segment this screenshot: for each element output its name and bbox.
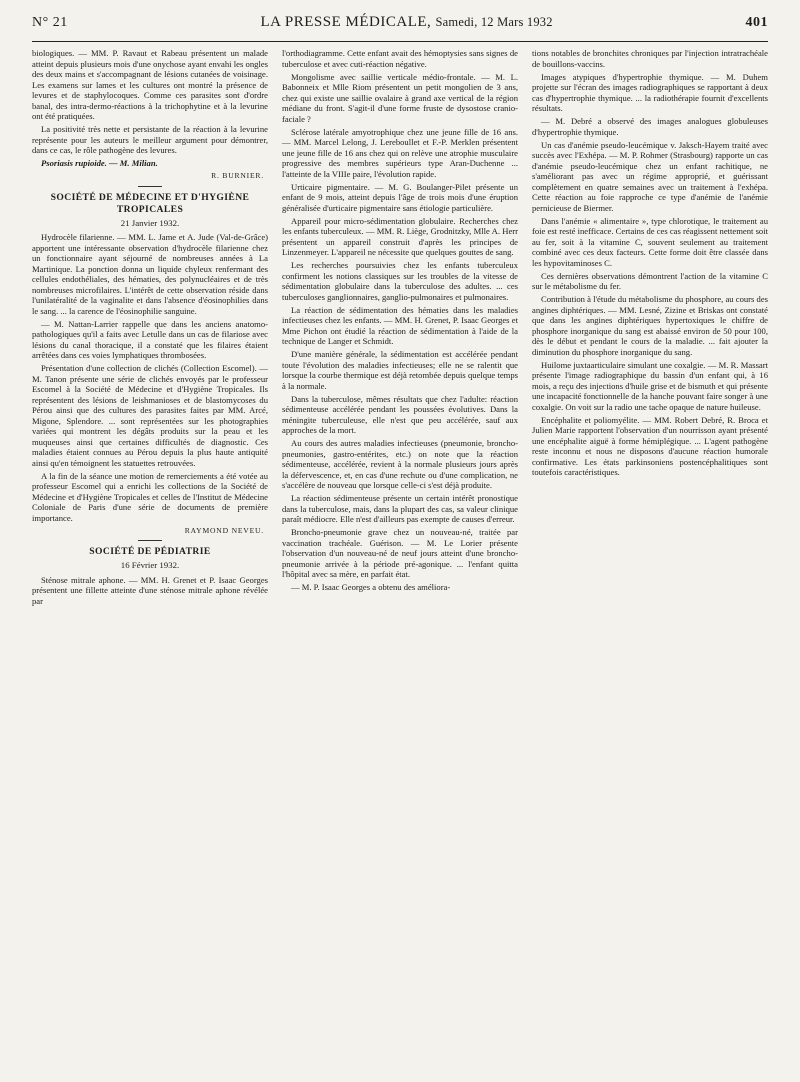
paragraph: La positivité très nette et persistante de la réaction à la levurine représente pour les auteurs le meilleur argument pour démontrer, dans ce cas, le rôle pathogène des levures.: [32, 124, 268, 155]
paragraph: Images atypiques d'hypertrophie thymique. — M. Duhem projette sur l'écran des images radiographiques se rapportant à deux cas d'hypertrophie thymique. ... la radiothérapie fournit d'excellents résultats.: [532, 71, 768, 113]
issue-date: Samedi, 12 Mars 1932: [435, 15, 553, 29]
paragraph: Contribution à l'étude du métabolisme du phosphore, au cours des angines diphtériques. — MM. Lesné, Zizine et Briskas ont constaté que dans les angines diphtériques hypertoxiques le chiffre de phosphore inorganique du sang est abaissé environ de 50 pour 100, dès le début et pendant le cours de la maladie. ... fait ajouter la diminution du phosphore inorganique du sang.: [532, 294, 768, 357]
paragraph: Huilome juxtaarticulaire simulant une coxalgie. — M. R. Massart présente l'image radiographique du bassin d'un enfant qui, à 16 mois, a reçu des injections d'huile grise et de bismuth et qui présente une incapacité fonctionnelle de la hanche pouvant faire songer à une coxalgie. On voit sur la radio une tache opaque de nature huileuse.: [532, 359, 768, 412]
section-date: 21 Janvier 1932.: [120, 217, 180, 228]
paragraph: D'une manière générale, la sédimentation est accélérée pendant toute l'évolution des maladies infectieuses; elle ne se ralentit que lorsque la courbe thermique est déjà retombée depuis quelque temps à la normale.: [282, 349, 518, 391]
paragraph: Les recherches poursuivies chez les enfants tuberculeux confirment les notions classiques sur les troubles de la vitesse de sédimentation globulaire dans la tuberculose des adultes. ... ces tuberculoses ganglionnaires, ganglio-pulmonaires et pulmonaires.: [282, 260, 518, 302]
paragraph: Encéphalite et poliomyélite. — MM. Robert Debré, R. Broca et Julien Marie rapportent l'observation d'un nourrisson ayant présenté une encéphalite aiguë à forme hémiplégique. ... L'agent pathogène reste inconnu et nous ne disposons d'aucune réaction humorale confirmative. Les états parkinsoniens postencéphalitiques sont toutefois caractéristiques.: [532, 414, 768, 477]
paragraph: Psoriasis rupioide. — M. Milian.: [41, 158, 158, 168]
paragraph: Appareil pour micro-sédimentation globulaire. Recherches chez les enfants tuberculeux. — MM. R. Liège, Grodnitzky, Mlle A. Herr présentent un appareil construit d'après les principes de Linzenmeyer. L'appareil ne nécessite que quelques gouttes de sang.: [282, 215, 518, 257]
signature: R. BURNIER.: [211, 171, 264, 180]
paragraph: biologiques. — MM. P. Ravaut et Rabeau présentent un malade atteint depuis plusieurs mois d'une onychose ayant envahi les ongles des deux mains et s'accompagnant de lésions cutanées de voisinage. Les examens sur lames et les cultures ont montré la présence de levures et de staphylocoques. Comme ces parasites sont d'ordre banal, des intra-dermo-réactions à la trichophytine et à la levurine ont été pratiquées.: [32, 48, 268, 121]
paragraph: — M. Debré a observé des images analogues globuleuses d'hypertrophie thymique.: [532, 116, 768, 137]
divider: [138, 186, 162, 187]
issue-number: N° 21: [32, 15, 68, 30]
journal-title: [261, 14, 553, 31]
column-3: [532, 48, 768, 609]
paragraph: Mongolisme avec saillie verticale médio-frontale. — M. L. Babonneix et Mlle Riom présentent un petit mongolien de 3 ans, chez qui existe une saillie ovalaire à grand axe vertical de la région médiane du front. S'agit-il d'une forme fruste de dysostose cranio-faciale ?: [282, 71, 518, 124]
article-columns: [32, 48, 768, 609]
section-title: SOCIÉTÉ DE MÉDECINE ET D'HYGIÈNE TROPICALES: [50, 191, 250, 215]
paragraph: Sténose mitrale aphone. — MM. H. Grenet et P. Isaac Georges présentent une fillette atteinte d'une sténose mitrale aphone révélée par: [32, 574, 268, 606]
journal-name: LA PRESSE MÉDICALE,: [260, 14, 432, 30]
paragraph: Broncho-pneumonie grave chez un nouveau-né, traitée par vaccination trachéale. Guérison. — M. Le Lorier présente l'observation d'un nouveau-né de neuf jours atteint d'une broncho-pneumonie arrivée à la période pré-agonique. ... l'enfant quitta l'hôpital avec sa mère, en parfait état.: [282, 527, 518, 579]
column-1: [32, 48, 268, 609]
paragraph: Présentation d'une collection de clichés (Collection Escomel). — M. Tanon présente une série de clichés envoyés par le professeur Escomel à la Société de Médecine et d'Hygiène Tropicales. Ils représentent des lésions de leishmanioses et de blastomycoses du Pérou ainsi que des cultures des parasites faites par MM. Arcé, Migone, Splendore. ... sont représentées sur les photographies variées qui montrent les dégâts produits sur la peau et les muqueuses ainsi que certaines difficultés de diagnostic. Ces maladies étaient connues au Pérou depuis la plus haute antiquité ainsi qu'en témoignent les statuettes retrouvées.: [32, 363, 268, 468]
page-number: 401: [745, 15, 768, 30]
divider: [138, 540, 162, 541]
paragraph: La réaction sédimenteuse présente un certain intérêt pronostique dans la tuberculose, mais, dans la plupart des cas, sa valeur clinique paraît médiocre. Elle n'est d'ailleurs pas exempte de causes d'erreur.: [282, 493, 518, 524]
section-date: 16 Février 1932.: [120, 560, 180, 570]
paragraph: tions notables de bronchites chroniques par l'injection intratrachéale de bouillons-vaccins.: [532, 48, 768, 69]
column-2: [282, 48, 518, 609]
masthead: [32, 14, 768, 42]
section-title: SOCIÉTÉ DE PÉDIATRIE: [89, 546, 211, 557]
paragraph: Un cas d'anémie pseudo-leucémique v. Jaksch-Hayem traité avec succès avec l'Exhépa. — M. P. Rohmer (Strasbourg) rapporte un cas d'anémie pseudo-leucémique chez un enfant rachitique, ne s'améliorant pas avec un régime approprié, et guérissant complètement en quatre semaines avec un traitement à l'exhépa. Cette réaction au foie rapproche ce type d'anémie de l'anémie pernicieuse de Biermer.: [532, 139, 768, 213]
paragraph: — M. Nattan-Larrier rappelle que dans les anciens anatomo-pathologiques qu'il a faits avec Letulle dans un cas de filariose avec lésions du canal thoracique, il a constaté que les filaires étaient arrêtées dans ces voies lymphatiques thrombosées.: [32, 318, 268, 360]
paragraph: Dans la tuberculose, mêmes résultats que chez l'adulte: réaction sédimenteuse accélérée pendant les poussées évolutives. Dans la méningite tuberculeuse, elle n'est que peu accélérée, sauf aux approches de la mort.: [282, 393, 518, 435]
paragraph: Ces dernières observations démontrent l'action de la vitamine C sur le métabolisme du fer.: [532, 270, 768, 291]
paragraph: Au cours des autres maladies infectieuses (pneumonie, broncho-pneumonies, gastro-entérites, etc.) on note que la réaction sédimenteuse, accélérée, revient à la normale plusieurs jours après la défervescence, et, en cas d'une rechute ou d'une complication, ne s'accélère de nouveau que lorsque celle-ci s'est déjà produite.: [282, 438, 518, 490]
paragraph: Urticaire pigmentaire. — M. G. Boulanger-Pilet présente un enfant de 9 mois, atteint depuis l'âge de trois mois d'une éruption généralisée d'urticaire pigmentaire sans étiologie particulière.: [282, 181, 518, 213]
paragraph: Sclérose latérale amyotrophique chez une jeune fille de 16 ans. — MM. Marcel Lelong, J. Lereboullet et F.-P. Merklen présentent une jeune fille de 16 ans chez qui on relève une atrophie musculaire progressive des membres supérieurs type Aran-Duchenne ... l'atteinte de la VIIIe paire, l'évolution rapide.: [282, 126, 518, 179]
paragraph: La réaction de sédimentation des hématies dans les maladies infectieuses chez les enfants. — MM. H. Grenet, P. Isaac Georges et Mme Pichon ont étudié la réaction de sédimentation à l'aide de la technique de Langer et Schmidt.: [282, 304, 518, 346]
paragraph: — M. P. Isaac Georges a obtenu des améliora-: [291, 582, 451, 592]
paragraph: Dans l'anémie « alimentaire », type chlorotique, le traitement au foie est resté inefficace. Certains de ces cas réagissent nettement soit au fer, soit à la vitamine C, souvent seulement au traitement combiné avec ces deux facteurs. Cette forme doit être classée dans les hypovitaminoses C.: [532, 215, 768, 268]
signature: RAYMOND NEVEU.: [184, 525, 264, 535]
paragraph: l'orthodiagramme. Cette enfant avait des hémoptysies sans signes de tuberculose et avec cuti-réaction négative.: [282, 48, 518, 69]
paragraph: Hydrocèle filarienne. — MM. L. Jame et A. Jude (Val-de-Grâce) apportent une intéressante observation d'hydrocèle filarienne chez un fonctionnaire ayant séjourné de nombreuses années à La Martinique. La ponction donna un liquide chyleux renfermant des cellules endothéliales, des hématies, des polynucléaires et de très nombreuses microfilaires. L'intérêt de cette observation réside dans l'unilatéralité de la vaginalite et dans l'absence d'éosinophilies dans le sang. ... la carence de l'éosinophilie sanguine.: [32, 232, 268, 316]
paragraph: A la fin de la séance une motion de remerciements a été votée au professeur Escomel qui a enrichi les collections de la Société de Médecine et d'Hygiène Tropicales et celles de l'Institut de Médecine Coloniale de Paris d'une série de documents de première importance.: [32, 470, 268, 523]
